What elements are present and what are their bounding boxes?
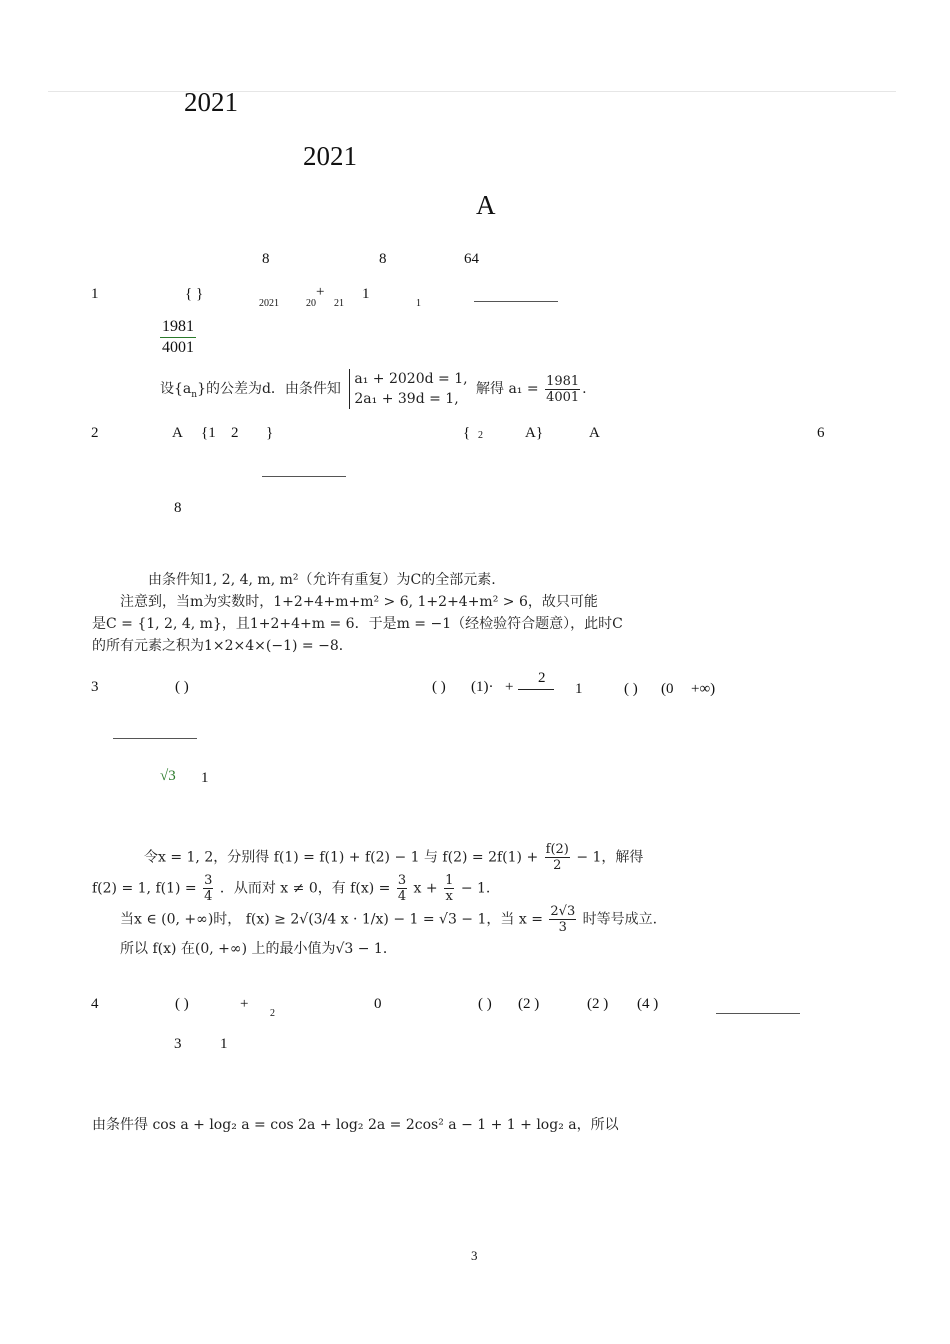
q2-answer: 8	[174, 500, 182, 516]
q1-sub-20: 20	[306, 298, 316, 309]
q4-paren-2: ( )	[478, 996, 492, 1012]
q1-one: 1	[362, 286, 370, 302]
q1-sub-2021: 2021	[259, 298, 279, 309]
q4-solution: 由条件得 cos a + log₂ a = cos 2a + log₂ 2a = 2cos² a − 1 + 1 + log₂ a，所以	[92, 1117, 619, 1133]
q4-paren-1: ( )	[175, 996, 189, 1012]
q2-number: 2	[91, 425, 99, 441]
q4-answer-b: 1	[220, 1036, 228, 1052]
q3-answer-tail: 1	[201, 770, 209, 786]
q4-interval-2b: (2 )	[587, 996, 609, 1012]
page-number: 3	[471, 1248, 478, 1263]
q1-braces: { }	[185, 286, 204, 302]
q1-sub-1: 1	[416, 298, 421, 309]
q2-sub-2: 2	[478, 430, 483, 441]
q1-solution: 设$\{a_n\}$的公差为d．由条件知 a₁ + 2020d = 1, 2a₁ + 39d = 1, 解得 a₁ = $\frac{1981}{4001}$ .	[160, 371, 587, 407]
q2-set-open: {1	[201, 425, 216, 441]
q3-fraction-bar	[518, 689, 554, 690]
score-total: 64	[464, 251, 479, 267]
q3-solution: 令x = 1, 2，分别得 f(1) = f(1) + f(2) − 1 与 f(2) = 2f(1) + $\frac{f(2)}{2}$ − 1，解得 f(2) = 1, f(1) = $\frac{3}{4}$ ．从而对 x ≠ 0，有 f(x) = $\frac{3}{4}$ x + $\frac{1}{x}$ − 1. 当x ∈ (0, +∞)时， f(x) ≥ 2√(3/4 x · 1/x) − 1 = √3 − 1，当 x = $\frac{2√3}{3}$ 时等号成立. 所以 f(x) 在(0, +∞) 上的最小值为√3 − 1．	[92, 842, 658, 957]
score-per-question: 8	[379, 251, 387, 267]
q3-f1: (1)·	[471, 679, 494, 695]
q2-a2: A	[589, 425, 600, 441]
header-year-2: 2021	[303, 141, 357, 171]
q4-zero: 0	[374, 996, 382, 1012]
q2-a-close: A}	[525, 425, 544, 441]
q1-sub-21: 21	[334, 298, 344, 309]
paper-letter: A	[476, 190, 496, 220]
q2-six: 6	[817, 425, 825, 441]
q3-one: 1	[575, 681, 583, 697]
q1-answer-fraction	[160, 318, 196, 357]
q3-plus: +	[505, 679, 514, 695]
q4-answer-a: 3	[174, 1036, 182, 1052]
q2-brace-open: {	[463, 425, 471, 441]
q4-interval-4: (4 )	[637, 996, 659, 1012]
q3-paren-3: ( )	[624, 681, 638, 697]
q3-paren-2: ( )	[432, 679, 446, 695]
q4-interval-2: (2 )	[518, 996, 540, 1012]
q1-answer-numerator: 1981	[162, 318, 194, 335]
q3-paren-1: ( )	[175, 679, 189, 695]
q1-number: 1	[91, 286, 99, 302]
q1-equation-system: a₁ + 2020d = 1, 2a₁ + 39d = 1,	[349, 369, 467, 409]
q4-answer-blank	[716, 1013, 800, 1014]
q3-answer-sqrt: √3	[160, 768, 176, 784]
q3-interval-inf: +∞)	[691, 681, 716, 697]
q2-answer-blank	[262, 476, 346, 477]
q1-answer-denominator: 4001	[162, 339, 194, 356]
q4-number: 4	[91, 996, 99, 1012]
q1-answer-blank	[474, 301, 558, 302]
q2-set-close: }	[266, 425, 274, 441]
q2-solution: 由条件知1, 2, 4, m, m²（允许有重复）为C的全部元素. 注意到，当m为实数时，1+2+4+m+m² > 6, 1+2+4+m² > 6，故只可能 是C = {1, 2, 4, m}，且1+2+4+m = 6．于是m = −1（经检验符合题意），此时C 的所有元素之积为1×2×4×(−1) = −8．	[92, 572, 623, 654]
q2-set-a: A	[172, 425, 183, 441]
q3-number: 3	[91, 679, 99, 695]
header-divider	[48, 91, 896, 92]
score-count: 8	[262, 251, 270, 267]
q4-plus: +	[240, 996, 249, 1012]
q4-sub-2: 2	[270, 1008, 275, 1019]
q3-interval-open: (0	[661, 681, 674, 697]
q2-two: 2	[231, 425, 239, 441]
q3-answer-blank	[113, 738, 197, 739]
q3-frac-num: 2	[538, 670, 546, 686]
q1-plus: +	[316, 284, 325, 300]
header-year-1: 2021	[184, 87, 238, 117]
